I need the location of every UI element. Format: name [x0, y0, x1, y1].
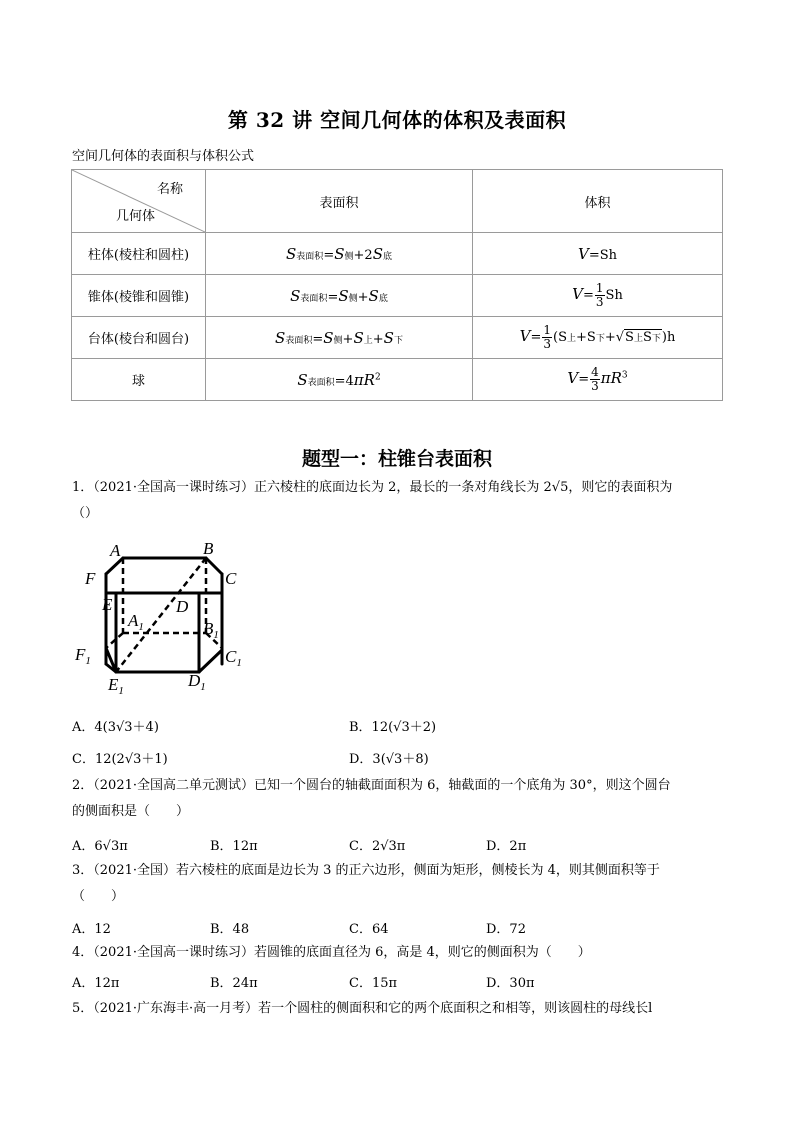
page-title: 第 32 讲 空间几何体的体积及表面积	[227, 108, 567, 132]
q2-option-b[interactable]: B．12π	[210, 839, 258, 854]
q4-option-b[interactable]: B．24π	[210, 976, 258, 991]
formula-area-prism: S表面积=S侧+2S底	[206, 233, 473, 275]
formula-area-sphere: S表面积$=4\pi R^2$	[206, 359, 473, 401]
label-F1: $F_1$	[75, 645, 91, 667]
q4-option-c[interactable]: C．15π	[349, 976, 398, 991]
formula-volume-pyramid: V= $\frac{1}{3}$ Sh	[473, 275, 723, 317]
q2-option-c[interactable]: C．2√3π	[349, 839, 406, 854]
formula-area-frustum: S表面积=S侧+S上+S下	[206, 317, 473, 359]
q4-option-a[interactable]: A．12π	[72, 976, 120, 991]
q4-option-d[interactable]: D．30π	[486, 976, 535, 991]
q2-option-d[interactable]: D．2π	[486, 839, 527, 854]
header-name: 名称	[156, 182, 183, 197]
header-corner-cell	[72, 170, 206, 233]
question-2-stem: 2．（2021·全国高二单元测试）已知一个圆台的轴截面面积为 6，轴截面的一个底角为 30°，则这个圆台	[72, 778, 671, 793]
q3-option-a[interactable]: A．12	[72, 922, 111, 937]
label-B: B	[203, 539, 214, 558]
row-label-frustum: 台体(棱台和圆台)	[72, 317, 206, 359]
q1-option-b[interactable]: B．12(√3＋2)	[349, 720, 437, 735]
question-1-stem-cont: （）	[72, 506, 99, 521]
question-3-stem-cont: （ ）	[72, 889, 125, 904]
label-E: E	[102, 595, 113, 614]
label-B1: $B_1$	[203, 619, 219, 641]
q1-option-a[interactable]: A．4(3√3＋4)	[72, 720, 159, 735]
label-F: F	[85, 569, 96, 588]
section-title: 题型一：柱锥台表面积	[301, 448, 492, 470]
header-area: 表面积	[206, 170, 473, 233]
question-1-stem: 1．（2021·全国高一课时练习）正六棱柱的底面边长为 2，最长的一条对角线长为 2√5，则它的表面积为	[72, 480, 673, 495]
q3-option-b[interactable]: B．48	[210, 922, 250, 937]
question-3-stem: 3．（2021·全国）若六棱柱的底面是边长为 3 的正六边形，侧面为矩形，侧棱长为 4，则其侧面积等于	[72, 863, 660, 878]
label-A: A	[110, 541, 121, 560]
hexagonal-prism-figure	[72, 538, 262, 698]
header-solid: 几何体	[116, 209, 156, 224]
formula-volume-sphere: V= $\frac{4}{3}$ $\pi R^3$	[473, 359, 723, 401]
row-label-prism: 柱体(棱柱和圆柱)	[72, 233, 206, 275]
label-C1: $C_1$	[225, 647, 242, 669]
row-label-pyramid: 锥体(棱锥和圆锥)	[72, 275, 206, 317]
formula-volume-prism: V=Sh	[473, 233, 723, 275]
formula-volume-frustum: V= $\frac{1}{3}$ (S上+S下+√S上S下)h	[473, 317, 723, 359]
row-label-sphere: 球	[72, 359, 206, 401]
table-caption: 空间几何体的表面积与体积公式	[72, 149, 255, 164]
formula-table	[71, 169, 723, 401]
header-volume: 体积	[473, 170, 723, 233]
question-2-stem-cont: 的侧面积是（ ）	[72, 804, 190, 819]
q2-option-a[interactable]: A．6√3π	[72, 839, 128, 854]
label-E1: $E_1$	[108, 675, 124, 697]
question-5-stem: 5．（2021·广东海丰·高一月考）若一个圆柱的侧面积和它的两个底面积之和相等，则该圆柱的母线长l	[72, 1001, 653, 1016]
q1-option-c[interactable]: C．12(2√3＋1)	[72, 752, 168, 767]
q3-option-c[interactable]: C．64	[349, 922, 389, 937]
label-C: C	[225, 569, 237, 588]
label-D1: $D_1$	[188, 671, 206, 693]
question-4-stem: 4．（2021·全国高一课时练习）若圆锥的底面直径为 6，高是 4，则它的侧面积为（ ）	[72, 945, 591, 960]
q1-option-d[interactable]: D．3(√3＋8)	[349, 752, 429, 767]
label-D: D	[176, 597, 189, 616]
label-A1: $A_1$	[128, 611, 144, 633]
q3-option-d[interactable]: D．72	[486, 922, 526, 937]
formula-area-pyramid: S表面积=S侧+S底	[206, 275, 473, 317]
